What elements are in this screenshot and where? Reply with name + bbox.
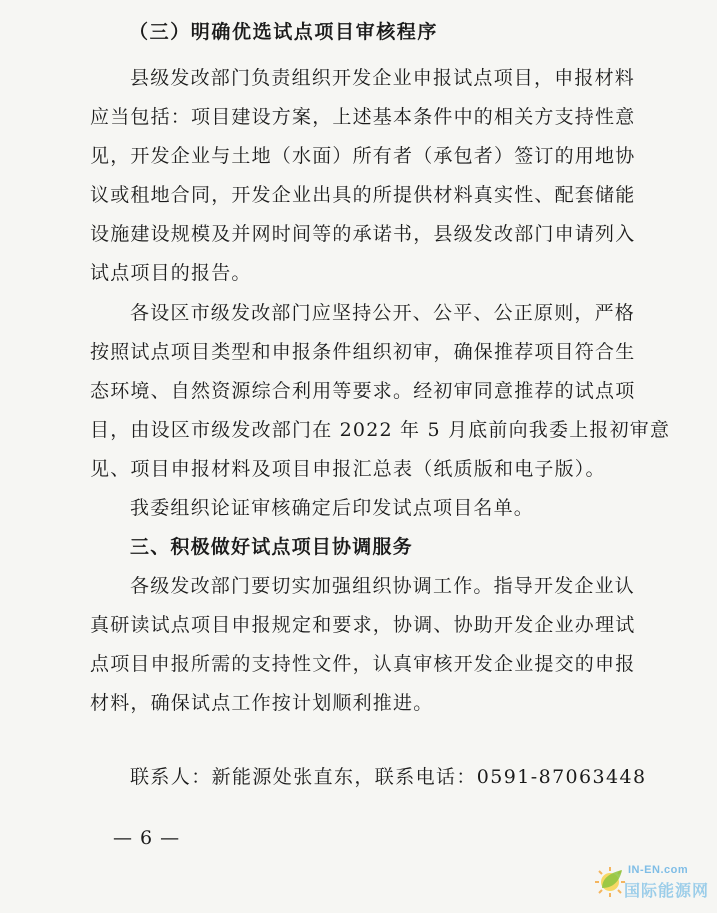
section-heading: （三）明确优选试点项目审核程序 [129,21,439,43]
paragraph-line: 见、项目申报材料及项目申报汇总表（纸质版和电子版）。 [90,458,606,480]
site-watermark [588,858,713,908]
paragraph-line: 目，由设区市级发改部门在 2022 年 5 月底前向我委上报初审意 [90,419,671,441]
paragraph-line: 试点项目的报告。 [90,262,252,284]
section-heading-3: 三、积极做好试点项目协调服务 [130,536,413,558]
paragraph-line: 各设区市级发改部门应坚持公开、公平、公正原则，严格 [130,302,636,324]
paragraph-line: 见，开发企业与土地（水面）所有者（承包者）签订的用地协 [90,145,636,167]
paragraph-line: 设施建设规模及并网时间等的承诺书，县级发改部门申请列入 [90,223,636,245]
paragraph-line: 各级发改部门要切实加强组织协调工作。指导开发企业认 [130,575,636,597]
page-number: — 6 — [113,827,181,849]
paragraph-line: 县级发改部门负责组织开发企业申报试点项目，申报材料 [130,67,636,89]
paragraph-line: 材料，确保试点工作按计划顺利推进。 [90,692,434,714]
paragraph-line: 按照试点项目类型和申报条件组织初审，确保推荐项目符合生 [90,341,636,363]
watermark-name: 国际能源网 [624,881,710,900]
contact-info: 联系人：新能源处张直东，联系电话：0591-87063448 [130,766,647,788]
paragraph-line: 议或租地合同，开发企业出具的所提供材料真实性、配套储能 [90,184,636,206]
paragraph-line: 应当包括：项目建设方案，上述基本条件中的相关方支持性意 [90,106,636,128]
paragraph-line: 态环境、自然资源综合利用等要求。经初审同意推荐的试点项 [90,380,636,402]
paragraph-line: 真研读试点项目申报规定和要求，协调、协助开发企业办理试 [90,614,636,636]
paragraph-line: 点项目申报所需的支持性文件，认真审核开发企业提交的申报 [90,653,636,675]
paragraph-line: 我委组织论证审核确定后印发试点项目名单。 [130,497,535,519]
watermark-site: IN-EN.com [628,864,689,876]
